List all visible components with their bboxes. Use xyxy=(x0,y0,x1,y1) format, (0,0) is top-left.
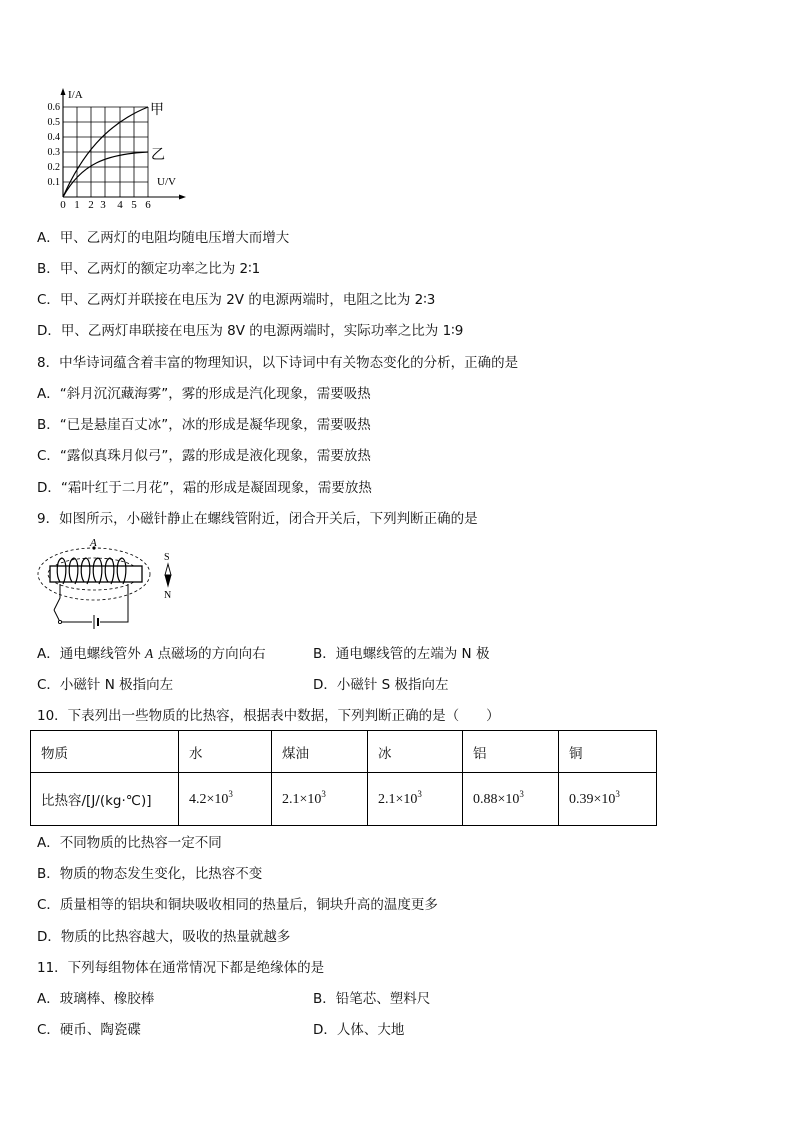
table-cell: $2.1\times 10^3$ xyxy=(272,773,368,826)
q10-stem: 10．下表列出一些物质的比热容，根据表中数据，下列判断正确的是（ ） xyxy=(37,708,500,724)
y-tick: 0.4 xyxy=(47,132,60,143)
q7-option-b: B．甲、乙两灯的额定功率之比为 2∶1 xyxy=(37,261,261,277)
q8-stem: 8．中华诗词蕴含着丰富的物理知识，以下诗词中有关物态变化的分析，正确的是 xyxy=(37,355,519,371)
q10-option-c: C．质量相等的铝块和铜块吸收相同的热量后，铜块升高的温度更多 xyxy=(37,897,438,913)
q8-option-a: A．“斜月沉沉藏海雾”，雾的形成是汽化现象，需要吸热 xyxy=(37,386,371,402)
q8-option-d: D．“霜叶红于二月花”，霜的形成是凝固现象，需要放热 xyxy=(37,480,372,496)
compass-label-n: N xyxy=(164,590,172,601)
y-tick: 0.5 xyxy=(47,117,60,128)
table-header-cell: 铝 xyxy=(463,731,559,773)
curve-yi xyxy=(63,152,148,197)
q7-option-c: C．甲、乙两灯并联接在电压为 2V 的电源两端时，电阻之比为 2∶3 xyxy=(37,292,436,308)
x-tick: 2 xyxy=(88,199,94,211)
q9-option-c: C．小磁针 N 极指向左 xyxy=(37,677,174,693)
y-tick: 0.6 xyxy=(47,102,60,113)
y-tick: 0.3 xyxy=(47,147,60,158)
compass-needle-top xyxy=(165,564,171,575)
compass-label-s: S xyxy=(164,552,170,563)
q11-stem: 11．下列每组物体在通常情况下都是绝缘体的是 xyxy=(37,960,325,976)
q11-option-d: D．人体、大地 xyxy=(313,1022,405,1038)
specific-heat-table xyxy=(30,730,657,826)
y-axis-label: I/A xyxy=(68,89,83,101)
table-header-cell: 水 xyxy=(179,731,272,773)
table-row-label: 比热容/[J/(kg·℃)] xyxy=(31,773,179,826)
x-tick: 5 xyxy=(131,199,137,211)
curve-label-yi: 乙 xyxy=(151,147,165,163)
q9-option-b: B．通电螺线管的左端为 N 极 xyxy=(313,646,490,662)
x-tick: 4 xyxy=(117,199,123,211)
q10-option-a: A．不同物质的比热容一定不同 xyxy=(37,835,222,851)
table-header-cell: 冰 xyxy=(368,731,463,773)
table-header-row xyxy=(31,731,657,773)
q8-option-b: B．“已是悬崖百丈冰”，冰的形成是凝华现象，需要吸热 xyxy=(37,417,371,433)
q7-option-d: D．甲、乙两灯串联接在电压为 8V 的电源两端时，实际功率之比为 1∶9 xyxy=(37,323,464,339)
q9-option-a: A．通电螺线管外 A 点磁场的方向向右 xyxy=(37,646,266,662)
iu-graph xyxy=(36,84,186,212)
q9-option-d: D．小磁针 S 极指向左 xyxy=(313,677,449,693)
x-tick: 6 xyxy=(145,199,151,211)
table-cell: $0.88\times 10^3$ xyxy=(463,773,559,826)
q9-stem: 9．如图所示，小磁针静止在螺线管附近，闭合开关后，下列判断正确的是 xyxy=(37,511,478,527)
compass-needle-bottom xyxy=(165,575,171,586)
table-header-cell: 铜 xyxy=(559,731,657,773)
solenoid-core xyxy=(50,566,142,582)
x-axis-label: U/V xyxy=(157,176,176,188)
x-tick: 0 xyxy=(60,199,66,211)
table-header-cell: 物质 xyxy=(31,731,179,773)
table-row xyxy=(31,773,657,826)
x-tick: 3 xyxy=(100,199,106,211)
point-a-label: A xyxy=(90,538,97,549)
q10-option-b: B．物质的物态发生变化，比热容不变 xyxy=(37,866,263,882)
curve-label-jia: 甲 xyxy=(150,102,164,118)
q8-option-c: C．“露似真珠月似弓”，露的形成是液化现象，需要放热 xyxy=(37,448,371,464)
q11-option-a: A．玻璃棒、橡胶棒 xyxy=(37,991,155,1007)
table-cell: $2.1\times 10^3$ xyxy=(368,773,463,826)
table-cell: $4.2\times 10^3$ xyxy=(179,773,272,826)
q10-option-d: D．物质的比热容越大，吸收的热量就越多 xyxy=(37,929,291,945)
table-cell: $0.39\times 10^3$ xyxy=(559,773,657,826)
y-tick: 0.1 xyxy=(47,177,60,188)
solenoid-circuit-figure xyxy=(36,538,186,632)
q7-option-a: A．甲、乙两灯的电阻均随电压增大而增大 xyxy=(37,230,290,246)
q11-option-c: C．硬币、陶瓷碟 xyxy=(37,1022,141,1038)
table-header-cell: 煤油 xyxy=(272,731,368,773)
y-tick: 0.2 xyxy=(47,162,60,173)
q11-option-b: B．铅笔芯、塑料尺 xyxy=(313,991,431,1007)
switch-contact xyxy=(58,620,61,623)
x-tick: 1 xyxy=(74,199,80,211)
